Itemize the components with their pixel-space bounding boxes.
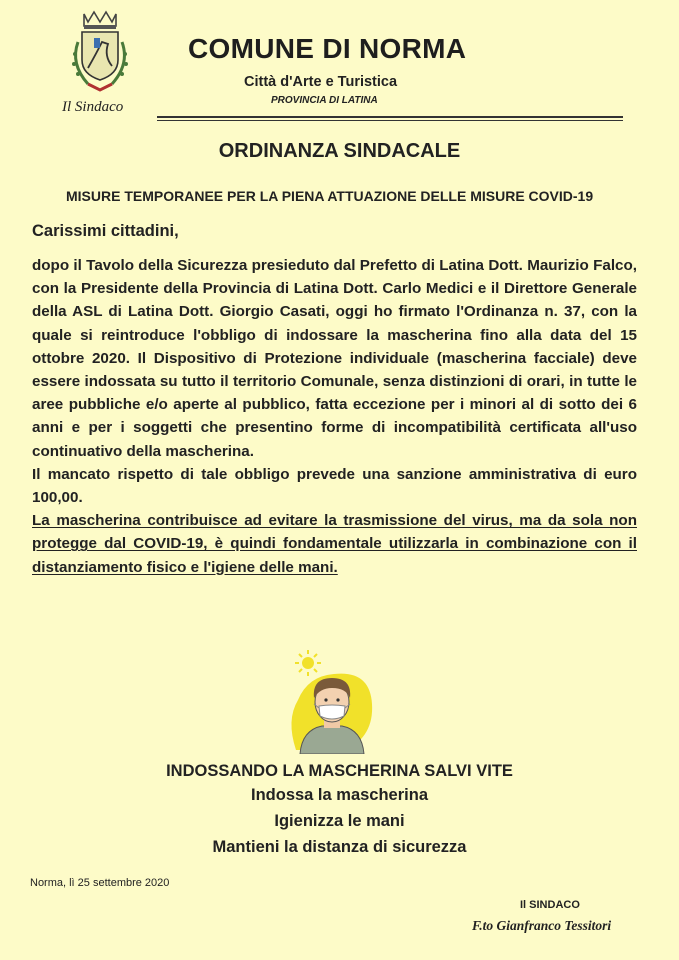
slogan-line-hands: Igienizza le mani (274, 812, 405, 830)
slogan-line-mask: Indossa la mascherina (251, 786, 428, 804)
person-with-mask-icon (284, 650, 380, 754)
header-divider (157, 116, 623, 121)
main-paragraph: dopo il Tavolo della Sicurezza presieduto dal Prefetto di Latina Dott. Maurizio Falco, con la Presidente della Provincia di Latina Dott. Carlo Medici e il Direttore Generale della ASL di Latina Dott. Giorgio Casati, oggi ho firmato l'Ordinanza n. 37, con la quale si reintroduce l'obbligo di indossare la mascherina fino alla data del 15 ottobre 2020. Il Dispositivo di Protezione individuale (mascherina facciale) deve essere indossata su tutto il territorio Comunale, senza distinzioni di orari, in tutte le aree pubbliche e/o aperte al pubblico, fatta eccezione per i minori al di sotto dei 6 anni e per i soggetti che presentino forme di incompatibilità certificata all'uso continuativo della mascherina. (32, 257, 637, 460)
document-subheading: MISURE TEMPORANEE PER LA PIENA ATTUAZIONE DELLE MISURE COVID-19 (66, 188, 594, 204)
greeting: Carissimi cittadini, (32, 222, 179, 240)
sun-icon (295, 650, 321, 676)
document-heading: ORDINANZA SINDACALE (218, 140, 461, 162)
sanction-paragraph: Il mancato rispetto di tale obbligo prevede una sanzione amministrativa di euro 100,00. (32, 465, 637, 507)
province-label: PROVINCIA DI LATINA (271, 95, 378, 106)
municipal-crest-icon (66, 8, 134, 96)
signature-title: Il SINDACO (520, 899, 580, 911)
slogan-line-distance: Mantieni la distanza di sicurezza (212, 838, 467, 856)
document-body (32, 254, 637, 579)
city-subtitle: Città d'Arte e Turistica (244, 74, 398, 90)
mask-advice-paragraph: La mascherina contribuisce ad evitare la trasmissione del virus, ma da sola non protegge dal COVID-19, è quindi fondamentale utilizzarla in combinazione con il distanziamento fisico e l'igiene delle mani. (32, 512, 637, 576)
sindaco-label: Il Sindaco (62, 99, 124, 115)
document-date: Norma, lì 25 settembre 2020 (30, 877, 170, 889)
signature-name: F.to Gianfranco Tessitori (472, 918, 612, 933)
page-title: COMUNE DI NORMA (188, 33, 467, 64)
slogan-main: INDOSSANDO LA MASCHERINA SALVI VITE (166, 762, 513, 780)
